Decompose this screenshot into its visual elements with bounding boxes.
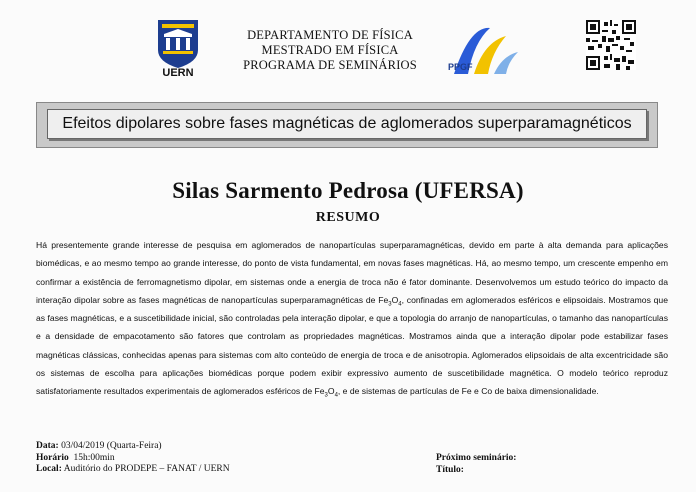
abstract-text bbox=[36, 236, 668, 401]
seminar-info bbox=[36, 441, 230, 476]
abstract-part-2: , confinadas em aglomerados esféricos e elipsoidais. Mostramos que as fases magnéticas, e a suscetibilidade inicial, são controladas pela interação dipolar, e que a topologia do arranjo de nanopartículas, o tamanho das nanopartículas e a densidade de empacotamento são fatores que controlam as propriedades magnéticas. Mostramos ainda que a interação dipolar pode estabilizar fases magnéticas clássicas, conhecidas apenas para sistemas com alto conteúdo de energia de troca e de anisotropia. Aglomerados elipsoidais de alta excentricidade são os sistemas de escolha para aplicações biomédicas porque podem exibir expressivo aumento de suscetibilidade magnética. O modelo teórico reproduz satisfatoriamente resultados experimentais de aglomerados esféricos de Fe bbox=[36, 294, 668, 397]
date-line bbox=[36, 441, 230, 453]
seminar-title: Efeitos dipolares sobre fases magnéticas de aglomerados superparamagnéticos bbox=[47, 109, 647, 139]
time-label: Horário bbox=[36, 452, 69, 463]
time-line bbox=[36, 453, 230, 465]
abstract-part-3: , e de sistemas de partículas de Fe e Co de baixa dimensionalidade. bbox=[337, 386, 599, 397]
uern-logo bbox=[150, 16, 206, 80]
next-seminar-label: Próximo seminário: bbox=[436, 453, 517, 463]
abstract-part-1: Há presentemente grande interesse de pesquisa em aglomerados de nanopartículas superparamagnéticas, devido em parte à alta demanda para aplicações biomédicas, e ao mesmo tempo ao grande interesse, do ponto de vista fundamental, em novas fases magnéticas. Há, ao mesmo tempo, um crescente empenho em confirmar a existência de ferromagnetismo dipolar, em sistemas onde a energia de troca não é fator dominante. Desenvolvemos um estudo teórico do impacto da interação dipolar sobre as fases magnéticas de nanopartículas superparamagnéticas de Fe bbox=[36, 240, 668, 305]
date-label: Data: bbox=[36, 441, 59, 451]
qr-code bbox=[586, 20, 636, 70]
time-value: 15h:00min bbox=[73, 452, 115, 463]
location-label: Local: bbox=[36, 464, 62, 474]
subscript: 3 bbox=[324, 393, 328, 400]
subscript: 3 bbox=[388, 301, 392, 308]
department-header bbox=[220, 28, 440, 73]
subscript: 4 bbox=[398, 301, 402, 308]
abstract-heading: RESUMO bbox=[315, 210, 381, 225]
uern-label: UERN bbox=[162, 67, 194, 79]
next-title-label: Título: bbox=[436, 464, 464, 475]
date-value: 03/04/2019 (Quarta-Feira) bbox=[61, 441, 162, 451]
ppgf-logo bbox=[444, 22, 524, 82]
abstract-oxygen: O bbox=[327, 386, 335, 397]
subscript: 4 bbox=[334, 393, 338, 400]
title-banner bbox=[36, 102, 658, 148]
next-seminar-info bbox=[436, 453, 516, 476]
ppgf-label: PPGF bbox=[448, 62, 473, 72]
dept-line-1: DEPARTAMENTO DE FÍSICA bbox=[247, 28, 413, 42]
location-value: Auditório do PRODEPE – FANAT / UERN bbox=[63, 464, 230, 474]
abstract-oxygen: O bbox=[391, 294, 399, 305]
dept-line-3: PROGRAMA DE SEMINÁRIOS bbox=[243, 58, 417, 72]
location-line bbox=[36, 464, 230, 476]
dept-line-2: MESTRADO EM FÍSICA bbox=[261, 43, 399, 57]
speaker-name: Silas Sarmento Pedrosa (UFERSA) bbox=[172, 178, 524, 203]
